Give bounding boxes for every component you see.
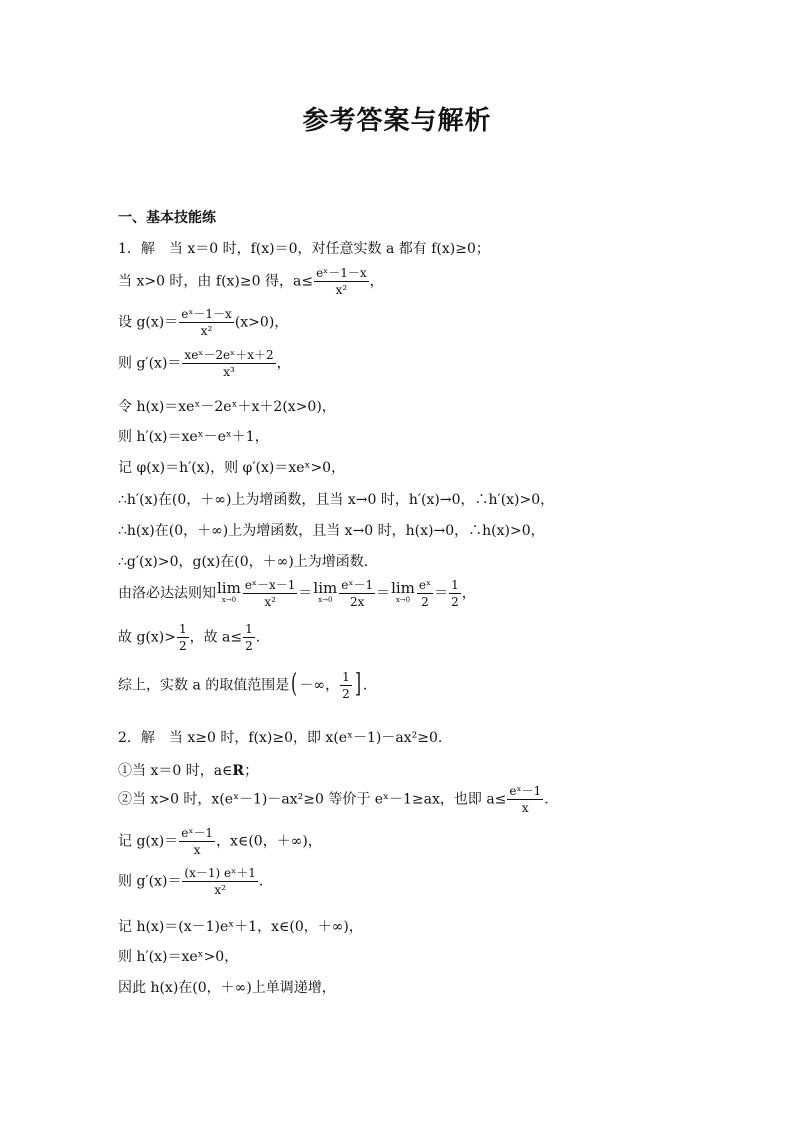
solution-line-20: 则 h′(x)＝xeˣ>0， [118,949,239,965]
fraction [243,622,255,653]
text: 综上，实数 a 的取值范围是 [118,677,290,694]
solution-line-5: 令 h(x)＝xeˣ－2eˣ＋x＋2(x>0)， [118,399,336,415]
text: ①当 x＝0 时，a∈ [118,763,233,779]
equals: ＝ [376,585,391,602]
solution-line-19: 记 h(x)＝(x－1)eˣ＋1，x∈(0，＋∞)， [118,919,363,935]
numerator: eˣ－1 [341,578,374,592]
lim-subscript: x→0 [395,595,411,604]
numerator: eˣ－1 [181,826,214,840]
text: . [258,873,264,890]
solution-line-18 [118,866,263,897]
fraction [182,348,275,379]
numerator: eˣ－x－1 [244,578,296,592]
lim-word: lim [391,578,415,597]
limit-operator [313,578,338,606]
solution-line-15 [118,760,258,780]
text: 由洛必达法则知 [118,585,216,602]
numerator: 1 [451,578,459,592]
text: ， [369,273,384,290]
numerator: eˣ－1－x [316,266,367,280]
fraction [177,622,189,653]
denominator: x² [264,595,276,609]
text: －∞， [299,677,340,694]
text: 则 g′(x)＝ [118,355,182,372]
lim-subscript: x→0 [318,595,333,604]
text: ， [461,585,476,602]
solution-line-17 [118,826,322,857]
denominator: 2 [342,687,350,701]
denominator: x³ [223,365,235,379]
right-bracket: ] [354,669,361,699]
text: . [544,791,549,808]
equals: ＝ [298,585,313,602]
section-heading: 一、基本技能练 [118,210,216,226]
solution-line-11 [118,578,476,609]
denominator: x [193,843,201,857]
solution-line-16 [118,784,549,815]
numerator: (x－1) eˣ＋1 [184,866,256,880]
text: 则 g′(x)＝ [118,873,182,890]
limit-operator [217,578,241,606]
lim-subscript: x→0 [221,595,237,604]
text: ； [244,763,259,779]
lim-word: lim [313,578,338,597]
text: . [362,677,368,694]
real-set-symbol: R [232,763,245,779]
denominator: 2 [421,595,429,609]
solution-line-21: 因此 h(x)在(0，＋∞)上单调递增， [118,980,336,996]
text: ， [276,355,291,372]
denominator: x² [214,883,226,897]
numerator: 1 [342,670,350,684]
fraction [340,670,352,701]
fraction [417,578,433,609]
solution-line-12 [118,622,260,653]
denominator: 2 [451,595,459,609]
numerator: eˣ－1 [509,784,542,798]
lim-word: lim [217,578,241,597]
fraction [507,784,543,815]
text: ，故 a≤ [189,629,243,646]
solution-line-8: ∴h′(x)在(0，＋∞)上为增函数，且当 x→0 时，h′(x)→0，∴h′(x)>0， [118,492,555,508]
solution-line-4 [118,348,291,379]
denominator: 2 [178,639,187,653]
fraction [314,266,369,297]
solution-line-9: ∴h(x)在(0，＋∞)上为增函数，且当 x→0 时，h(x)→0，∴h(x)>0， [118,523,545,539]
fraction [243,578,298,609]
solution-line-10: ∴g′(x)>0，g(x)在(0，＋∞)上为增函数． [118,554,378,570]
left-paren: ( [291,669,298,699]
solution-line-3 [118,307,288,338]
solution-line-14: 2．解 当 x≥0 时，f(x)≥0，即 x(eˣ－1)－ax²≥0. [118,730,443,746]
text: 记 g(x)＝ [118,833,179,850]
denominator: x [521,801,529,815]
solution-line-1: 1．解 当 x＝0 时，f(x)＝0，对任意实数 a 都有 f(x)≥0； [118,241,490,257]
solution-line-6: 则 h′(x)＝xeˣ－eˣ＋1， [118,429,269,445]
fraction [339,578,375,609]
text: . [255,629,261,646]
page-title: 参考答案与解析 [302,106,492,136]
denominator: x² [200,324,213,338]
numerator: 1 [178,622,187,636]
fraction [449,578,461,609]
numerator: xeˣ－2eˣ＋x＋2 [184,348,274,362]
denominator: 2x [349,595,365,609]
numerator: eˣ－1－x [181,307,232,321]
text: 设 g(x)＝ [118,314,179,331]
solution-line-13 [118,670,367,701]
text: 故 g(x)> [118,629,176,646]
numerator: eˣ [418,578,432,592]
text: ②当 x>0 时，x(eˣ－1)－ax²≥0 等价于 eˣ－1≥ax，也即 a≤ [118,791,507,808]
solution-line-7: 记 φ(x)＝h′(x)，则 φ′(x)＝xeˣ>0， [118,460,346,476]
limit-operator [391,578,415,606]
text: 当 x>0 时，由 f(x)≥0 得，a≤ [118,273,314,290]
solution-line-2 [118,266,384,297]
equals: ＝ [434,585,449,602]
text: (x>0)， [234,314,289,331]
denominator: x² [335,283,348,297]
fraction [182,866,257,897]
numerator: 1 [245,622,253,636]
denominator: 2 [245,639,253,653]
fraction [179,307,234,338]
text: ，x∈(0，＋∞)， [216,833,322,850]
fraction [179,826,215,857]
